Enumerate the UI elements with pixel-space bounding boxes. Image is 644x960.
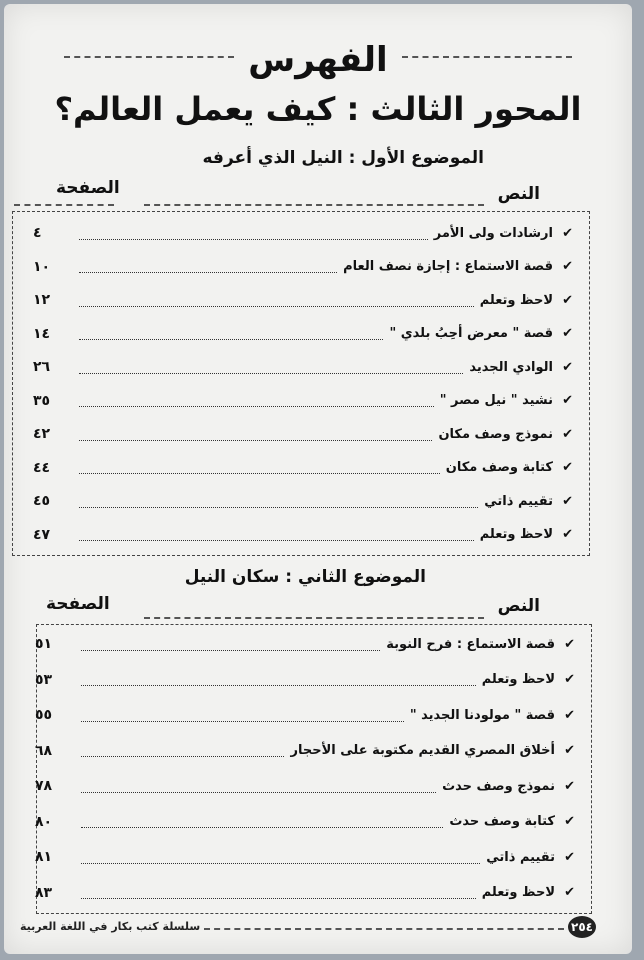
leader-dots	[79, 327, 383, 340]
leader-dots	[79, 495, 478, 508]
toc-row	[33, 352, 573, 382]
toc-row	[35, 736, 575, 766]
leader-dots	[81, 886, 476, 899]
toc-row-page: ٤٤	[33, 459, 51, 476]
page-title: الفهرس	[248, 40, 388, 80]
toc-row-page: ٥٥	[35, 707, 53, 723]
toc-row	[33, 386, 573, 416]
topic1-title: الموضوع الأول : النيل الذي أعرفه	[202, 148, 484, 168]
check-icon: ✔	[562, 225, 573, 241]
topic1-col-page: الصفحة	[56, 178, 120, 198]
leader-dots	[81, 815, 443, 828]
check-icon: ✔	[564, 885, 575, 900]
toc-row	[35, 878, 575, 908]
footer-line	[204, 928, 564, 930]
toc-row-page: ٢٦	[33, 359, 51, 375]
toc-row-page: ١٠	[33, 258, 51, 275]
check-icon: ✔	[564, 672, 575, 687]
leader-dots	[81, 709, 404, 722]
toc-row-page: ٨١	[35, 849, 53, 865]
toc-row-label: كتابة وصف حدث	[449, 814, 555, 829]
toc-row	[33, 419, 573, 449]
check-icon: ✔	[564, 778, 575, 794]
toc-row-page: ٧٨	[35, 778, 53, 794]
topic2-col-page: الصفحة	[46, 594, 110, 614]
toc-row-label: نموذج وصف مكان	[438, 426, 553, 442]
leader-dots	[79, 428, 432, 441]
leader-dots	[81, 851, 480, 864]
toc-row-label: لاحظ وتعلم	[479, 527, 553, 542]
leader-dots	[79, 227, 428, 240]
toc-row-page: ٨٠	[35, 813, 53, 830]
check-icon: ✔	[562, 393, 573, 408]
toc-row-label: الوادي الجديد	[469, 359, 553, 375]
check-icon: ✔	[562, 460, 573, 475]
leader-dots	[79, 461, 440, 474]
toc-row-label: نموذج وصف حدث	[442, 778, 555, 794]
leader-dots	[79, 260, 337, 273]
toc-row-page: ٦٨	[35, 742, 53, 759]
toc-row-label: تقييم ذاتي	[484, 493, 553, 509]
topic2-col-text: النص	[497, 596, 540, 616]
toc-row-label: قصة " معرض أحِبُ بلدي "	[389, 326, 553, 341]
check-icon: ✔	[564, 849, 575, 865]
check-icon: ✔	[562, 326, 573, 341]
toc-row-label: لاحظ وتعلم	[479, 292, 553, 308]
toc-row-page: ٤٥	[33, 493, 51, 509]
toc-row-label: نشيد " نيل مصر "	[439, 393, 553, 408]
leader-dots	[79, 394, 434, 407]
topic1-header-line	[144, 204, 484, 206]
title-divider-left	[64, 56, 234, 58]
toc-row-page: ٤٧	[33, 526, 51, 543]
page-number: ٢٥٤	[568, 916, 596, 938]
toc-row	[33, 285, 573, 315]
leader-dots	[79, 528, 474, 541]
toc-row-page: ٤٢	[33, 426, 51, 442]
toc-row	[33, 319, 573, 349]
topic2-header-line	[144, 617, 484, 619]
footer-series: سلسلة كتب بكار في اللغة العربية	[20, 920, 201, 933]
toc-row	[33, 453, 573, 483]
toc-row	[33, 252, 573, 282]
check-icon: ✔	[562, 527, 573, 542]
toc-row	[35, 700, 575, 730]
check-icon: ✔	[562, 259, 573, 274]
check-icon: ✔	[562, 359, 573, 375]
toc-row-label: قصة الاستماع : إجازة نصف العام	[343, 259, 553, 274]
toc-row-label: ارشادات ولى الأمر	[433, 225, 553, 241]
toc-row-label: تقييم ذاتي	[486, 849, 555, 865]
toc-row-label: لاحظ وتعلم	[481, 672, 555, 687]
check-icon: ✔	[564, 636, 575, 652]
toc-row	[33, 218, 573, 248]
toc-row-page: ٤	[33, 225, 42, 241]
toc-row	[33, 520, 573, 550]
topic2-title: الموضوع الثاني : سكان النيل	[184, 567, 426, 587]
leader-dots	[79, 294, 474, 307]
topic1-header-line-left	[14, 204, 114, 206]
leader-dots	[81, 780, 436, 793]
check-icon: ✔	[562, 493, 573, 509]
toc-row-label: كتابة وصف مكان	[445, 460, 553, 475]
toc-row-label: قصة الاستماع : فرح النوبة	[386, 636, 555, 652]
toc-row	[33, 486, 573, 516]
leader-dots	[81, 673, 476, 686]
toc-page	[4, 4, 632, 954]
topic1-col-text: النص	[497, 184, 540, 204]
toc-row-label: قصة " مولودنا الجديد "	[409, 707, 555, 723]
toc-row	[35, 807, 575, 837]
check-icon: ✔	[564, 707, 575, 723]
toc-row	[35, 842, 575, 872]
toc-row	[35, 629, 575, 659]
toc-row-page: ٣٥	[33, 392, 51, 409]
axis-title: المحور الثالث : كيف يعمل العالم؟	[54, 90, 582, 128]
topic1-list	[12, 211, 590, 556]
toc-row-label: أخلاق المصري القديم مكتوبة على الأحجار	[290, 743, 555, 758]
leader-dots	[79, 361, 463, 374]
check-icon: ✔	[562, 426, 573, 442]
toc-row-page: ٥١	[35, 636, 53, 652]
toc-row-page: ١٢	[33, 292, 51, 308]
check-icon: ✔	[564, 814, 575, 829]
toc-row	[35, 665, 575, 695]
toc-row-page: ٥٣	[35, 671, 53, 688]
toc-row-page: ١٤	[33, 325, 51, 342]
title-divider-right	[402, 56, 572, 58]
leader-dots	[81, 744, 284, 757]
leader-dots	[81, 638, 380, 651]
toc-row	[35, 771, 575, 801]
check-icon: ✔	[562, 292, 573, 308]
toc-row-page: ٨٣	[35, 884, 53, 901]
topic2-list	[36, 624, 592, 914]
toc-row-label: لاحظ وتعلم	[481, 885, 555, 900]
check-icon: ✔	[564, 743, 575, 758]
